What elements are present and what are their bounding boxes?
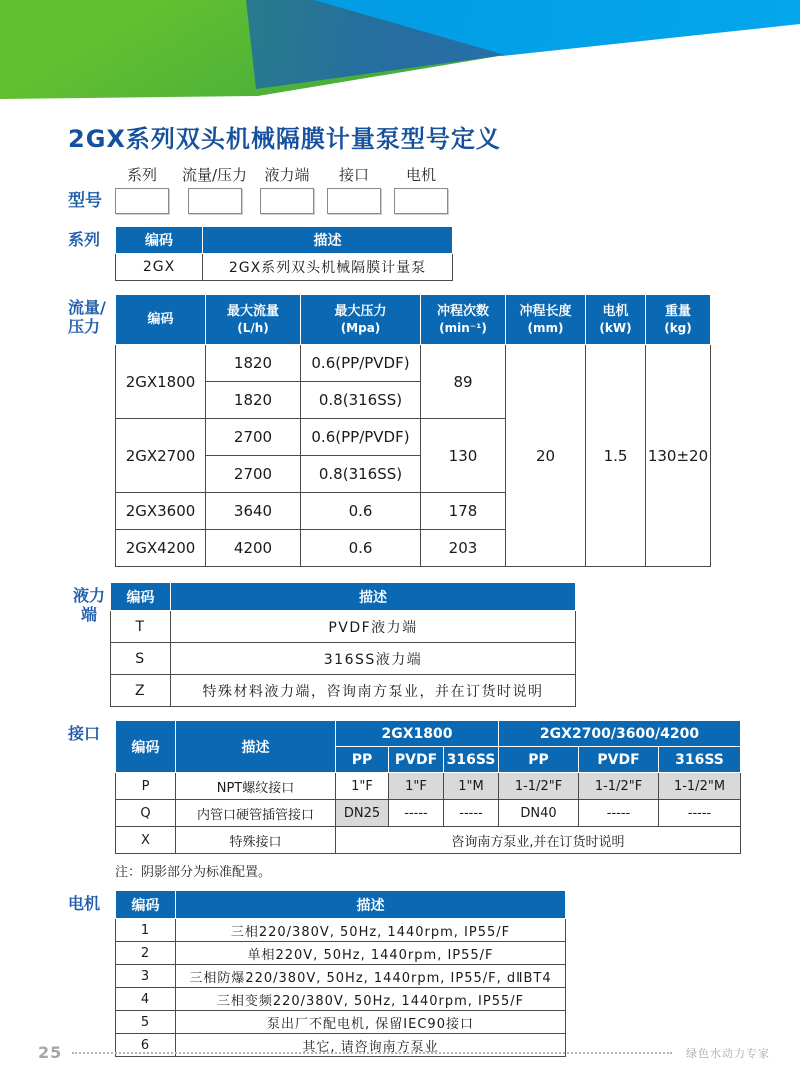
motor-kw-value: 1.5 (586, 345, 646, 567)
model-field-box-interface (327, 188, 381, 214)
motor-code: 3 (116, 965, 176, 988)
interface-subheader: PVDF (579, 747, 659, 773)
hydraulic-end-section (68, 582, 800, 707)
interface-desc: NPT螺纹接口 (176, 773, 336, 800)
flow-header-stroke-length: 冲程长度 (mm) (506, 295, 586, 345)
interface-header-code: 编码 (116, 721, 176, 773)
page-number: 25 (38, 1043, 63, 1062)
max-flow-value: 2700 (206, 419, 301, 456)
interface-desc: 内管口硬管插管接口 (176, 800, 336, 827)
motor-desc: 三相220/380V, 50Hz, 1440rpm, IP55/F (176, 919, 566, 942)
model-field-box-motor (394, 188, 448, 214)
stroke-frequency-value: 89 (421, 345, 506, 419)
interface-span-note: 咨询南方泵业,并在订货时说明 (336, 827, 741, 854)
interface-code: Q (116, 800, 176, 827)
motor-header-code: 编码 (116, 891, 176, 919)
pump-code: 2GX2700 (116, 419, 206, 493)
motor-header-desc: 描述 (176, 891, 566, 919)
max-flow-value: 4200 (206, 530, 301, 567)
header-decoration (0, 0, 800, 105)
max-pressure-value: 0.6 (301, 530, 421, 567)
motor-table (115, 890, 566, 1057)
hydraulic-end-section-label: 液力 端 (72, 586, 105, 624)
model-field-flow-pressure (182, 164, 247, 214)
model-code-section (68, 164, 800, 214)
stroke-frequency-value: 203 (421, 530, 506, 567)
interface-code: X (116, 827, 176, 854)
motor-desc: 三相变频220/380V, 50Hz, 1440rpm, IP55/F (176, 988, 566, 1011)
series-desc: 2GX系列双头机械隔膜计量泵 (203, 254, 453, 281)
page-title: 2GX系列双头机械隔膜计量泵型号定义 (68, 125, 501, 153)
flow-header-max-pressure: 最大压力 (Mpa) (301, 295, 421, 345)
interface-header-desc: 描述 (176, 721, 336, 773)
model-field-label: 液力端 (264, 166, 310, 184)
interface-table (115, 720, 741, 854)
series-header-desc: 描述 (203, 227, 453, 254)
series-table (115, 226, 453, 281)
interface-cell: 1-1/2"F (499, 773, 579, 800)
interface-cell: 1-1/2"M (659, 773, 741, 800)
interface-cell: ----- (579, 800, 659, 827)
hydraulic-code: T (111, 611, 171, 643)
flow-header-motor: 电机 (kW) (586, 295, 646, 345)
interface-cell: 1"F (336, 773, 389, 800)
interface-header-group-2gx2700-3600-4200: 2GX2700/3600/4200 (499, 721, 741, 747)
pump-code: 2GX4200 (116, 530, 206, 567)
interface-desc: 特殊接口 (176, 827, 336, 854)
table-row (111, 611, 576, 643)
hydraulic-code: Z (111, 675, 171, 707)
interface-cell: ----- (389, 800, 444, 827)
interface-cell: DN25 (336, 800, 389, 827)
interface-subheader: 316SS (444, 747, 499, 773)
motor-desc: 三相防爆220/380V, 50Hz, 1440rpm, IP55/F, dⅡBT4 (176, 965, 566, 988)
motor-desc: 单相220V, 50Hz, 1440rpm, IP55/F (176, 942, 566, 965)
footer-slogan: 绿色水动力专家 (686, 1046, 770, 1060)
interface-subheader: PP (499, 747, 579, 773)
interface-header-group-2gx1800: 2GX1800 (336, 721, 499, 747)
page-footer (0, 1043, 800, 1062)
interface-section-label: 接口 (68, 724, 101, 743)
interface-subheader: 316SS (659, 747, 741, 773)
max-pressure-value: 0.6 (301, 493, 421, 530)
max-flow-value: 1820 (206, 345, 301, 382)
pump-code: 2GX1800 (116, 345, 206, 419)
table-row (116, 988, 566, 1011)
flow-pressure-section-label: 流量/ 压力 (68, 298, 106, 336)
model-field-interface (327, 164, 381, 214)
table-row (116, 345, 711, 382)
max-flow-value: 1820 (206, 382, 301, 419)
interface-code: P (116, 773, 176, 800)
flow-header-code: 编码 (116, 295, 206, 345)
flow-header-weight: 重量 (kg) (646, 295, 711, 345)
max-pressure-value: 0.8(316SS) (301, 456, 421, 493)
table-row (116, 254, 453, 281)
motor-code: 1 (116, 919, 176, 942)
model-label: 型号 (68, 191, 102, 211)
motor-code: 5 (116, 1011, 176, 1034)
hydraulic-header-code: 编码 (111, 583, 171, 611)
series-code: 2GX (116, 254, 203, 281)
table-row (116, 800, 741, 827)
interface-footnote: 注：阴影部分为标准配置。 (115, 865, 272, 880)
motor-code: 4 (116, 988, 176, 1011)
flow-header-max-flow: 最大流量 (L/h) (206, 295, 301, 345)
interface-cell: 1-1/2"F (579, 773, 659, 800)
model-field-series (115, 164, 169, 214)
max-flow-value: 2700 (206, 456, 301, 493)
model-field-label: 接口 (339, 166, 370, 184)
model-field-box-hydraulic-end (260, 188, 314, 214)
interface-cell: ----- (659, 800, 741, 827)
table-row (116, 919, 566, 942)
table-row (111, 675, 576, 707)
interface-section (68, 720, 800, 880)
motor-section (68, 890, 800, 1057)
motor-code: 2 (116, 942, 176, 965)
table-row (111, 643, 576, 675)
interface-cell: 1"F (389, 773, 444, 800)
motor-desc: 其它, 请咨询南方泵业 (176, 1034, 566, 1057)
series-header-code: 编码 (116, 227, 203, 254)
model-field-box-series (115, 188, 169, 214)
hydraulic-header-desc: 描述 (171, 583, 576, 611)
interface-cell: 1"M (444, 773, 499, 800)
hydraulic-desc: 特殊材料液力端，咨询南方泵业，并在订货时说明 (171, 675, 576, 707)
interface-subheader: PVDF (389, 747, 444, 773)
hydraulic-end-table (110, 582, 576, 707)
footer-dotted-divider (72, 1052, 672, 1054)
table-row (116, 827, 741, 854)
table-row (116, 1011, 566, 1034)
model-field-label: 电机 (406, 166, 437, 184)
max-pressure-value: 0.8(316SS) (301, 382, 421, 419)
weight-value: 130±20 (646, 345, 711, 567)
flow-header-stroke-frequency: 冲程次数 (min⁻¹) (421, 295, 506, 345)
max-flow-value: 3640 (206, 493, 301, 530)
model-field-label: 系列 (126, 166, 157, 184)
table-row (116, 942, 566, 965)
model-field-label: 流量/压力 (182, 166, 248, 184)
model-fields (115, 164, 448, 214)
max-pressure-value: 0.6(PP/PVDF) (301, 419, 421, 456)
series-section-label: 系列 (68, 230, 101, 249)
stroke-frequency-value: 178 (421, 493, 506, 530)
interface-cell: ----- (444, 800, 499, 827)
interface-subheader: PP (336, 747, 389, 773)
stroke-frequency-value: 130 (421, 419, 506, 493)
max-pressure-value: 0.6(PP/PVDF) (301, 345, 421, 382)
series-section (68, 226, 800, 281)
pump-code: 2GX3600 (116, 493, 206, 530)
flow-pressure-table (115, 294, 711, 567)
hydraulic-desc: 316SS液力端 (171, 643, 576, 675)
hydraulic-desc: PVDF液力端 (171, 611, 576, 643)
model-field-motor (394, 164, 448, 214)
interface-cell: DN40 (499, 800, 579, 827)
motor-code: 6 (116, 1034, 176, 1057)
motor-section-label: 电机 (68, 894, 101, 913)
stroke-length-value: 20 (506, 345, 586, 567)
model-field-box-flow-pressure (188, 188, 242, 214)
flow-pressure-section (68, 294, 800, 567)
model-field-hydraulic-end (260, 164, 314, 214)
hydraulic-code: S (111, 643, 171, 675)
page-content (0, 105, 800, 1057)
table-row (116, 965, 566, 988)
table-row (116, 773, 741, 800)
motor-desc: 泵出厂不配电机, 保留IEC90接口 (176, 1011, 566, 1034)
